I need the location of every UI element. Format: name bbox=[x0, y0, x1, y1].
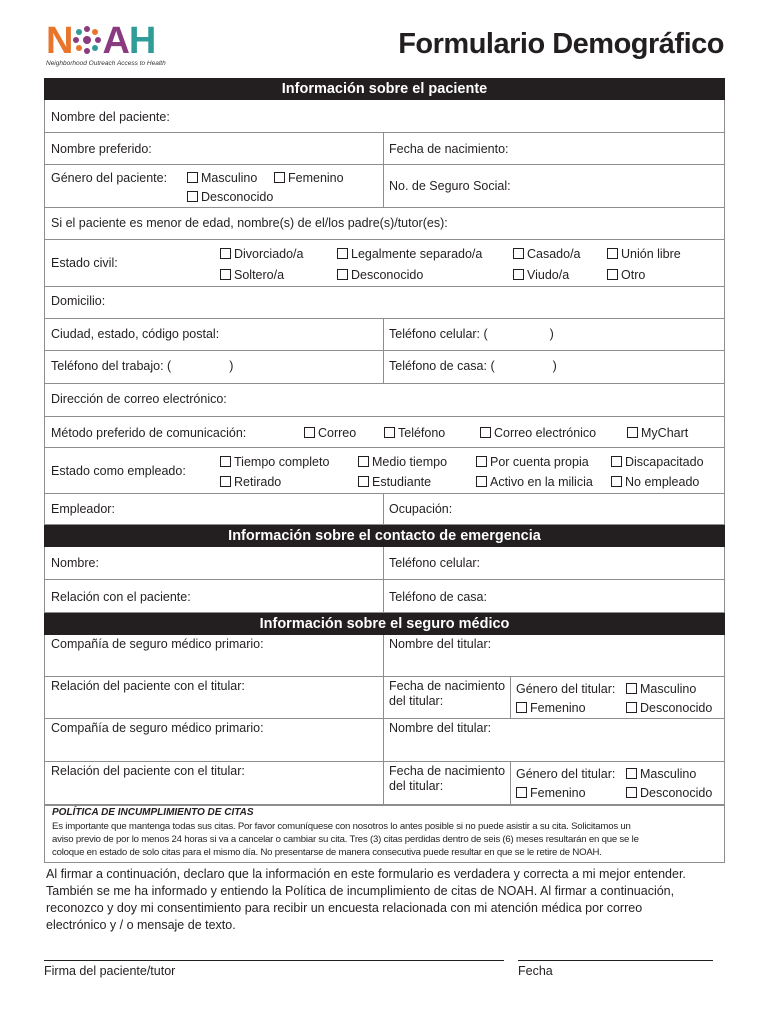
occupation-field[interactable]: Ocupación: bbox=[389, 502, 453, 516]
checkbox[interactable] bbox=[337, 248, 348, 259]
patient-section-header: Información sobre el paciente bbox=[44, 78, 725, 100]
marital-union-option[interactable]: Unión libre bbox=[607, 247, 681, 262]
checkbox[interactable] bbox=[513, 269, 524, 280]
checkbox[interactable] bbox=[626, 768, 637, 779]
comm-email-option[interactable]: Correo electrónico bbox=[480, 426, 596, 441]
employer-field[interactable]: Empleador: bbox=[51, 502, 115, 516]
marital-other-option[interactable]: Otro bbox=[607, 268, 645, 283]
emp-unemployed-option[interactable]: No empleado bbox=[611, 475, 699, 490]
holder-relation-field[interactable]: Relación del paciente con el titular: bbox=[51, 679, 245, 693]
gender-label: Género del paciente: bbox=[51, 171, 168, 185]
emp-retired-option[interactable]: Retirado bbox=[220, 475, 281, 490]
signature-line[interactable] bbox=[44, 960, 504, 961]
divider bbox=[44, 447, 725, 448]
signature-label: Firma del paciente/tutor bbox=[44, 964, 176, 978]
emergency-section-header: Información sobre el contacto de emergencia bbox=[44, 525, 725, 547]
divider bbox=[383, 635, 384, 805]
checkbox[interactable] bbox=[516, 787, 527, 798]
logo-tagline: Neighborhood Outreach Access to Health bbox=[46, 60, 166, 67]
work-phone-field[interactable]: Teléfono del trabajo: ( ) bbox=[51, 359, 234, 373]
checkbox[interactable] bbox=[220, 476, 231, 487]
noah-logo bbox=[46, 22, 176, 70]
star-logo-icon bbox=[72, 24, 102, 54]
holder-gender-2-label: Género del titular: bbox=[516, 767, 616, 781]
checkbox[interactable] bbox=[358, 476, 369, 487]
comm-method-label: Método preferido de comunicación: bbox=[51, 426, 247, 440]
checkbox[interactable] bbox=[611, 456, 622, 467]
emp-student-option[interactable]: Estudiante bbox=[358, 475, 431, 490]
divider bbox=[383, 493, 384, 525]
divider bbox=[44, 350, 725, 351]
checkbox[interactable] bbox=[187, 191, 198, 202]
checkbox[interactable] bbox=[480, 427, 491, 438]
guardian-field[interactable]: Si el paciente es menor de edad, nombre(s) de el/los padre(s)/tutor(es): bbox=[51, 216, 448, 230]
cell-phone-field[interactable]: Teléfono celular: ( ) bbox=[389, 327, 554, 341]
emp-military-option[interactable]: Activo en la milicia bbox=[476, 475, 593, 490]
holder-gender-label: Género del titular: bbox=[516, 682, 616, 696]
marital-widowed-option[interactable]: Viudo/a bbox=[513, 268, 569, 283]
preferred-name-field[interactable]: Nombre preferido: bbox=[51, 142, 152, 156]
emergency-home-phone-field[interactable]: Teléfono de casa: bbox=[389, 590, 487, 604]
ssn-field[interactable]: No. de Seguro Social: bbox=[389, 179, 511, 193]
holder-gender-female-option[interactable]: Femenino bbox=[516, 701, 586, 716]
checkbox[interactable] bbox=[220, 248, 231, 259]
emergency-name-field[interactable]: Nombre: bbox=[51, 556, 99, 570]
divider bbox=[44, 383, 725, 384]
comm-mail-option[interactable]: Correo bbox=[304, 426, 356, 441]
divider bbox=[44, 416, 725, 417]
checkbox[interactable] bbox=[358, 456, 369, 467]
holder-gender-male-option[interactable]: Masculino bbox=[626, 682, 696, 697]
checkbox[interactable] bbox=[384, 427, 395, 438]
checkbox[interactable] bbox=[220, 269, 231, 280]
checkbox[interactable] bbox=[627, 427, 638, 438]
checkbox[interactable] bbox=[607, 269, 618, 280]
comm-mychart-option[interactable]: MyChart bbox=[627, 426, 688, 441]
marital-divorced-option[interactable]: Divorciado/a bbox=[220, 247, 303, 262]
checkbox[interactable] bbox=[304, 427, 315, 438]
emp-fulltime-option[interactable]: Tiempo completo bbox=[220, 455, 329, 470]
policy-text: Es importante que mantenga todas sus citas. Por favor comuníquese con nosotros lo antes posible si no puede asistir a su cita. Solicitamos un aviso previo de por lo menos 24 horas si va a cancelar o cambiar su cita. Tres (3) citas perdidas dentro de seis (6) meses resultarán en que se le coloque en estado de solo citas para el mismo día. No presentarse de manera consecutiva puede resultar en que se le retire de NOAH. bbox=[52, 821, 639, 858]
divider bbox=[44, 493, 725, 494]
divider bbox=[44, 286, 725, 287]
checkbox[interactable] bbox=[513, 248, 524, 259]
page-title: Formulario Demográfico bbox=[398, 28, 724, 60]
checkbox[interactable] bbox=[337, 269, 348, 280]
emp-selfemployed-option[interactable]: Por cuenta propia bbox=[476, 455, 589, 470]
address-field[interactable]: Domicilio: bbox=[51, 294, 106, 308]
marital-label: Estado civil: bbox=[51, 256, 118, 270]
divider bbox=[44, 676, 725, 677]
insurance-section-header: Información sobre el seguro médico bbox=[44, 613, 725, 635]
holder-gender-2-male-option[interactable]: Masculino bbox=[626, 767, 696, 782]
emp-disabled-option[interactable]: Discapacitado bbox=[611, 455, 704, 470]
holder-gender-2-unknown-option[interactable]: Desconocido bbox=[626, 786, 712, 801]
marital-single-option[interactable]: Soltero/a bbox=[220, 268, 284, 283]
divider bbox=[44, 318, 725, 319]
checkbox[interactable] bbox=[516, 702, 527, 713]
divider bbox=[44, 207, 725, 208]
email-field[interactable]: Dirección de correo electrónico: bbox=[51, 392, 227, 406]
holder-name-field[interactable]: Nombre del titular: bbox=[389, 637, 492, 651]
divider bbox=[44, 164, 725, 165]
checkbox[interactable] bbox=[607, 248, 618, 259]
divider bbox=[44, 239, 725, 240]
divider bbox=[510, 676, 511, 718]
emp-parttime-option[interactable]: Medio tiempo bbox=[358, 455, 447, 470]
divider bbox=[383, 318, 384, 383]
dob-field[interactable]: Fecha de nacimiento: bbox=[389, 142, 509, 156]
marital-separated-option[interactable]: Legalmente separado/a bbox=[337, 247, 482, 262]
employment-label: Estado como empleado: bbox=[51, 464, 186, 478]
checkbox[interactable] bbox=[626, 683, 637, 694]
checkbox[interactable] bbox=[476, 476, 487, 487]
gender-unknown-option[interactable]: Desconocido bbox=[187, 190, 273, 205]
date-label: Fecha bbox=[518, 964, 553, 978]
holder-name-2-field[interactable]: Nombre del titular: bbox=[389, 721, 492, 735]
city-field[interactable]: Ciudad, estado, código postal: bbox=[51, 327, 220, 341]
checkbox[interactable] bbox=[187, 172, 198, 183]
divider bbox=[44, 718, 725, 719]
holder-gender-unknown-option[interactable]: Desconocido bbox=[626, 701, 712, 716]
gender-male-option[interactable]: Masculino bbox=[187, 171, 257, 186]
holder-relation-2-field[interactable]: Relación del paciente con el titular: bbox=[51, 764, 245, 778]
comm-phone-option[interactable]: Teléfono bbox=[384, 426, 445, 441]
checkbox[interactable] bbox=[476, 456, 487, 467]
gender-female-option[interactable]: Femenino bbox=[274, 171, 344, 186]
consent-text: Al firmar a continuación, declaro que la información en este formulario es verdadera y correcta a mi mejor entender. También se me ha informado y entiendo la Política de incumplimiento de citas de NOAH. Al firmar a continuación, reconozco y doy mi consentimiento para recibir un encuesta relacionada con mi atención médica por correo electrónico y / o mensaje de texto. bbox=[46, 867, 686, 932]
insurance-company-2-field[interactable]: Compañía de seguro médico primario: bbox=[51, 721, 264, 735]
divider bbox=[44, 761, 725, 762]
policy-title: POLÍTICA DE INCUMPLIMIENTO DE CITAS bbox=[52, 807, 254, 818]
checkbox[interactable] bbox=[611, 476, 622, 487]
divider bbox=[510, 761, 511, 805]
marital-unknown-option[interactable]: Desconocido bbox=[337, 268, 423, 283]
holder-dob-2-field[interactable]: Fecha de nacimiento del titular: bbox=[389, 764, 506, 793]
insurance-company-field[interactable]: Compañía de seguro médico primario: bbox=[51, 637, 264, 651]
checkbox[interactable] bbox=[220, 456, 231, 467]
logo-wordmark: N AH bbox=[46, 20, 156, 62]
checkbox[interactable] bbox=[626, 787, 637, 798]
emergency-relation-field[interactable]: Relación con el paciente: bbox=[51, 590, 191, 604]
checkbox[interactable] bbox=[274, 172, 285, 183]
holder-dob-field[interactable]: Fecha de nacimiento del titular: bbox=[389, 679, 506, 708]
date-line[interactable] bbox=[518, 960, 713, 961]
divider bbox=[44, 579, 725, 580]
divider bbox=[383, 547, 384, 613]
home-phone-field[interactable]: Teléfono de casa: ( ) bbox=[389, 359, 557, 373]
marital-married-option[interactable]: Casado/a bbox=[513, 247, 581, 262]
checkbox[interactable] bbox=[626, 702, 637, 713]
divider bbox=[383, 132, 384, 207]
divider bbox=[44, 132, 725, 133]
emergency-cell-field[interactable]: Teléfono celular: bbox=[389, 556, 481, 570]
patient-name-field[interactable]: Nombre del paciente: bbox=[51, 110, 170, 124]
holder-gender-2-female-option[interactable]: Femenino bbox=[516, 786, 586, 801]
